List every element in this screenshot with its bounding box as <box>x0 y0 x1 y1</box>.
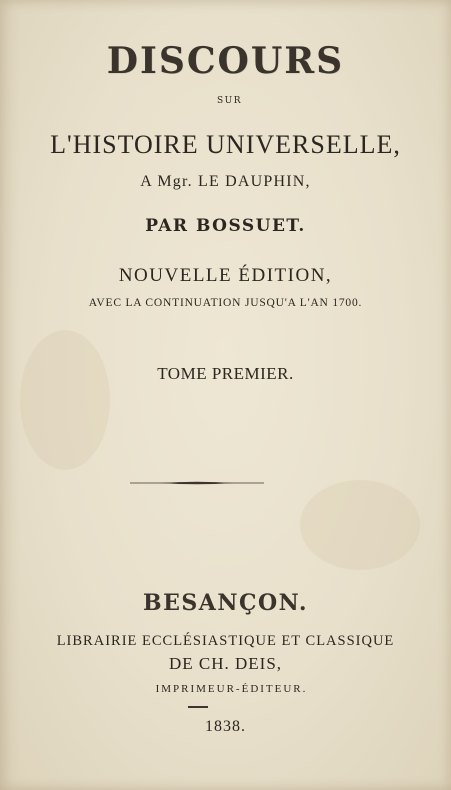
title-connector: SUR <box>216 96 243 106</box>
imprint-city: BESANÇON. <box>143 590 308 616</box>
edition-line: NOUVELLE ÉDITION, <box>118 265 333 286</box>
dedication: A Mgr. LE DAUPHIN, <box>140 173 311 190</box>
publication-year: 1838. <box>205 718 246 735</box>
short-rule <box>188 706 208 708</box>
ornamental-rule <box>130 480 264 486</box>
printer-line: IMPRIMEUR-ÉDITEUR. <box>155 683 308 695</box>
paper-stain <box>20 330 110 470</box>
book-title: DISCOURS <box>106 40 345 82</box>
book-subtitle: L'HISTOIRE UNIVERSELLE, <box>50 130 401 159</box>
author-line: PAR BOSSUET. <box>145 216 306 236</box>
continuation-line: AVEC LA CONTINUATION JUSQU'A L'AN 1700. <box>88 297 363 309</box>
publisher-name: DE CH. DEIS, <box>168 654 283 673</box>
publisher-line: LIBRAIRIE ECCLÉSIASTIQUE ET CLASSIQUE <box>56 633 395 649</box>
volume-line: TOME PREMIER. <box>157 364 294 383</box>
paper-stain <box>300 480 420 570</box>
